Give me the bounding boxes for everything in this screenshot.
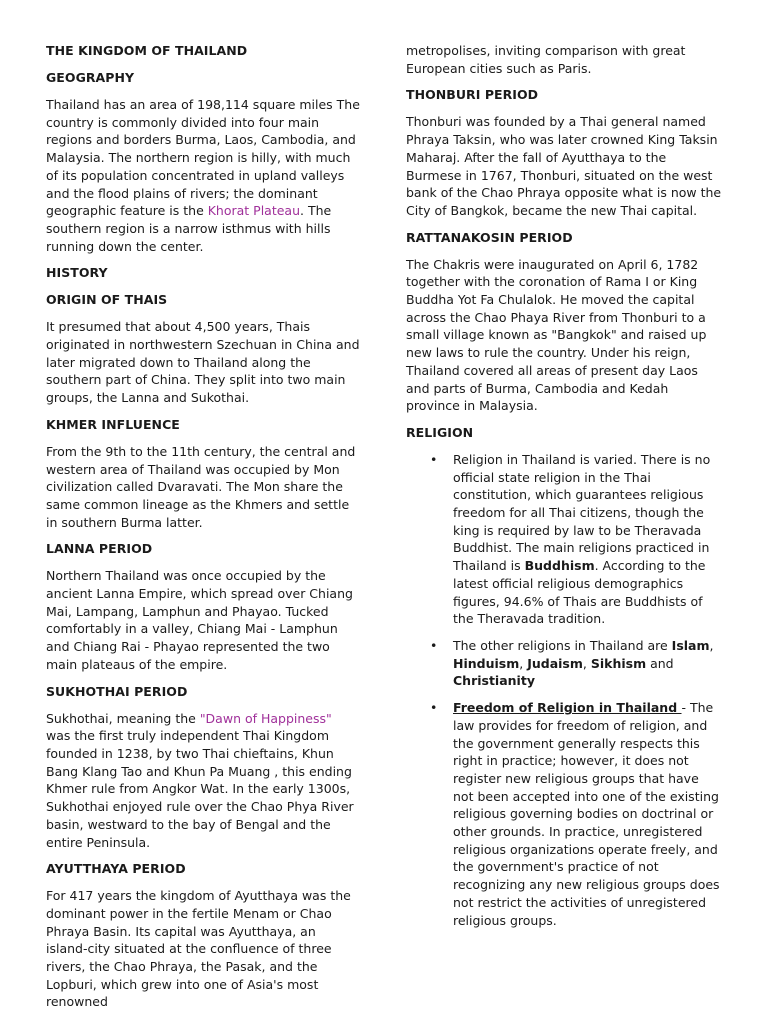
list-item bbox=[430, 451, 722, 628]
khmer-paragraph: From the 9th to the 11th century, the central and western area of Thailand was occupied by Mon civilization called Dvaravati. The Mon share the same common lineage as the Khmers and settle in southern Burma latter. bbox=[46, 443, 356, 530]
hinduism-term: Hinduism bbox=[453, 655, 520, 671]
islam-term: Islam bbox=[671, 637, 710, 653]
religion-item-3-text: - The law provides for freedom of religion, and the government generally respects this right in practice; however, it does not register new religious groups that have not been accepted into one of the existing religious governing bodies on doctrinal or other grounds. In practice, unregistered religious organizations operate freely, and the government's practice of not recognizing any new religious groups does not restrict the activities of unregistered religious groups. bbox=[453, 700, 720, 928]
separator-comma: , bbox=[519, 655, 528, 671]
document-title: THE KINGDOM OF THAILAND bbox=[46, 43, 248, 58]
separator-and: and bbox=[646, 655, 674, 671]
geography-text-2: . The southern region is a narrow isthmus with hills running down the center. bbox=[46, 203, 332, 254]
geography-paragraph bbox=[46, 96, 360, 255]
dawn-of-happiness-quote: "Dawn of Happiness" bbox=[199, 710, 332, 726]
list-item bbox=[430, 699, 722, 929]
judaism-term: Judaism bbox=[527, 655, 583, 671]
list-item bbox=[430, 637, 722, 690]
lanna-heading: LANNA PERIOD bbox=[46, 541, 153, 557]
origin-heading: ORIGIN OF THAIS bbox=[46, 292, 168, 308]
lanna-paragraph: Northern Thailand was once occupied by the ancient Lanna Empire, which spread over Chiang Mai, Lampang, Lamphun and Phayao. Tucked comfortably in a valley, Chiang Mai - Lamphun and Chiang Rai - Phayao represented the two main plateaus of the empire. bbox=[46, 568, 353, 672]
bullet-icon: • bbox=[430, 700, 438, 716]
geography-heading: GEOGRAPHY bbox=[46, 70, 135, 85]
religion-item-2-text: The other religions in Thailand are bbox=[453, 637, 672, 653]
right-column bbox=[406, 42, 722, 938]
khorat-plateau-link[interactable]: Khorat Plateau bbox=[207, 203, 301, 219]
ayutthaya-heading: AYUTTHAYA PERIOD bbox=[46, 861, 186, 877]
ayutthaya-paragraph: For 417 years the kingdom of Ayutthaya was the dominant power in the fertile Menam or Chao Phraya Basin. Its capital was Ayutthaya, an island-city situated at the confluence of three rivers, the Chao Phraya, the Pasak, and the Lopburi, which grew into one of Asia's most renowned bbox=[46, 888, 351, 1010]
christianity-term: Christianity bbox=[453, 673, 535, 689]
sikhism-term: Sikhism bbox=[590, 655, 647, 671]
khmer-heading: KHMER INFLUENCE bbox=[46, 416, 180, 432]
freedom-of-religion-link[interactable]: Freedom of Religion in Thailand bbox=[453, 700, 682, 716]
religion-list bbox=[406, 451, 722, 929]
rattanakosin-heading: RATTANAKOSIN PERIOD bbox=[406, 229, 573, 245]
ayutthaya-paragraph-continued: metropolises, inviting comparison with great European cities such as Paris. bbox=[406, 43, 686, 76]
sukhothai-heading: SUKHOTHAI PERIOD bbox=[46, 683, 188, 699]
sukhothai-text-2: was the first truly independent Thai Kingdom founded in 1238, by two Thai chieftains, Khun Bang Klang Tao and Khun Pa Muang , this ending Khmer rule from Angkor Wat. In the early 1300s, Sukhothai enjoyed rule over the Chao Phya River basin, westward to the bay of Bengal and the entire Peninsula. bbox=[46, 728, 354, 850]
religion-heading: RELIGION bbox=[406, 424, 474, 440]
rattanakosin-paragraph: The Chakris were inaugurated on April 6, 1782 together with the coronation of Rama I or King Buddha Yot Fa Chulalok. He moved the capital across the Chao Phaya River from Thonburi to a small village known as "Bangkok" and raised up new laws to rule the country. Under his reign, Thailand covered all areas of present day Laos and parts of Burma, Cambodia and Kedah province in Malaysia. bbox=[406, 256, 707, 414]
history-heading: HISTORY bbox=[46, 265, 108, 281]
bullet-icon: • bbox=[430, 637, 438, 653]
separator-comma: , bbox=[709, 637, 714, 653]
sukhothai-text-1: Sukhothai, meaning the bbox=[46, 710, 200, 726]
left-column bbox=[46, 42, 360, 1020]
religion-item-1-text-1: Religion in Thailand is varied. There is no official state religion in the Thai constitution, which guarantees religious freedom for all Thai citizens, though the king is required by law to be Theravada Buddhist. The main religions practiced in Thailand is bbox=[453, 451, 711, 574]
religion-item-1-text-2: . According to the latest official religious demographics figures, 94.6% of Thais are Buddhists of the Theravada tradition. bbox=[453, 558, 706, 627]
sukhothai-paragraph bbox=[46, 710, 360, 852]
bullet-icon: • bbox=[430, 451, 438, 467]
geography-text-1: Thailand has an area of 198,114 square miles The country is commonly divided into four main regions and borders Burma, Laos, Cambodia, and Malaysia. The northern region is hilly, with much of its population concentrated in upland valleys and the flood plains of rivers; the dominant geographic feature is the bbox=[46, 97, 360, 219]
separator-comma: , bbox=[582, 655, 591, 671]
origin-paragraph: It presumed that about 4,500 years, Thais originated in northwestern Szechuan in China and later migrated down to Thailand along the southern part of China. They split into two main groups, the Lanna and Sukothai. bbox=[46, 319, 360, 406]
thonburi-heading: THONBURI PERIOD bbox=[406, 87, 539, 103]
thonburi-paragraph: Thonburi was founded by a Thai general named Phraya Taksin, who was later crowned King Taksin Maharaj. After the fall of Ayutthaya to the Burmese in 1767, Thonburi, situated on the west bank of the Chao Phraya opposite what is now the City of Bangkok, became the new Thai capital. bbox=[406, 114, 722, 218]
buddhism-term: Buddhism bbox=[524, 558, 595, 574]
